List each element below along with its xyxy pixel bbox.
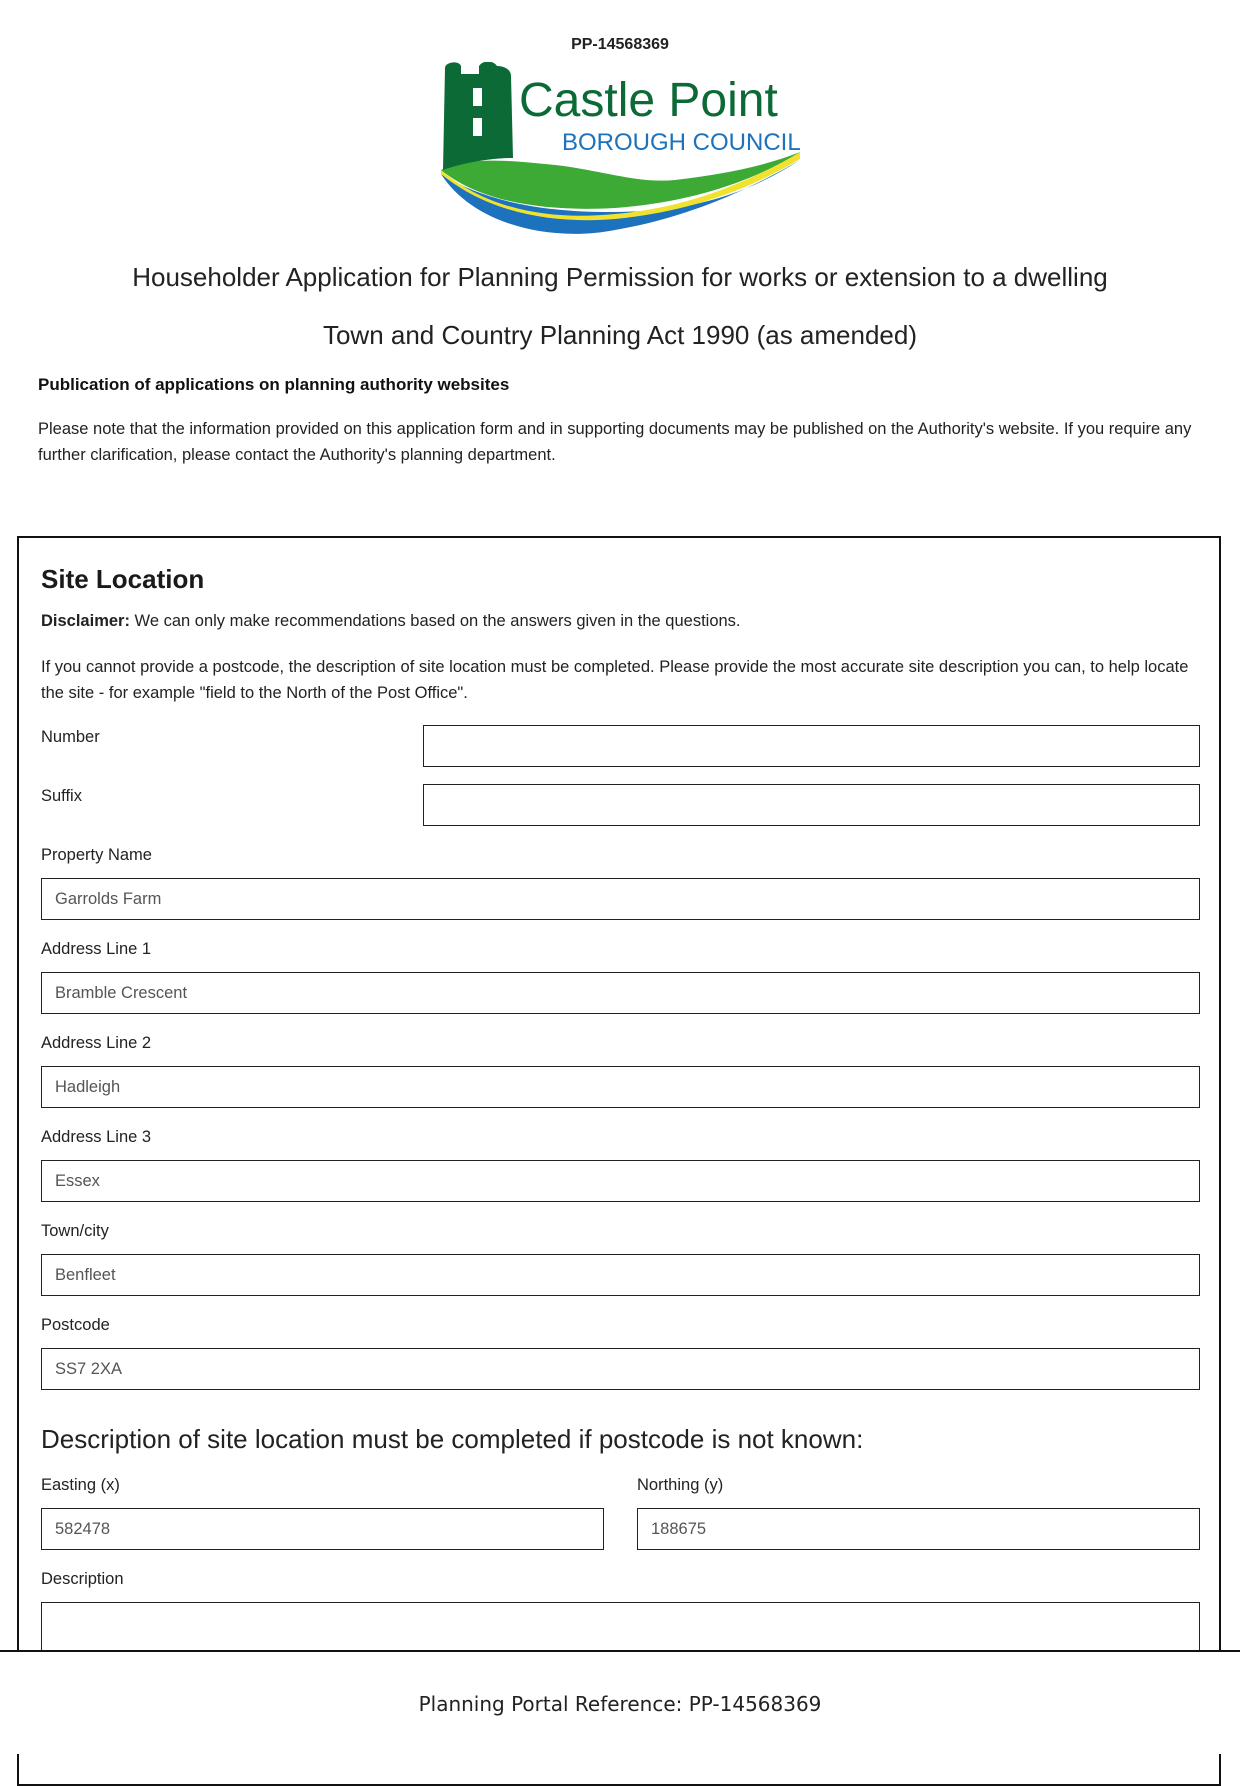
reference-number: PP-14568369 [571,36,669,53]
description-label: Description [41,1570,124,1588]
property-name-input[interactable]: Garrolds Farm [41,878,1200,920]
form-title: Householder Application for Planning Permission for works or extension to a dwelling [132,262,1108,292]
section-title: Site Location [41,564,205,594]
number-input[interactable] [423,725,1200,767]
easting-label: Easting (x) [41,1476,120,1494]
easting-input[interactable]: 582478 [41,1508,604,1550]
address-line-3-label: Address Line 3 [41,1128,152,1146]
number-label: Number [41,728,100,746]
town-city-label: Town/city [41,1222,109,1240]
footer-reference: Planning Portal Reference: PP-14568369 [418,1692,822,1716]
suffix-label: Suffix [41,787,82,805]
logo-tower-window-bottom [473,118,482,136]
northing-label: Northing (y) [637,1476,724,1494]
publication-heading: Publication of applications on planning authority websites [38,375,510,394]
address-line-2-input[interactable]: Hadleigh [41,1066,1200,1108]
logo-title-text: Castle Point [519,74,778,127]
address-line-1-input[interactable]: Bramble Crescent [41,972,1200,1014]
castle-point-logo [435,62,805,252]
address-line-2-label: Address Line 2 [41,1034,152,1052]
publication-text: Please note that the information provided on this application form and in supporting documents may be published on the Authority's website. If you require any further clarification, please contact the Authority's planning department. [38,420,1192,464]
instructions-text: If you cannot provide a postcode, the description of site location must be completed. Please provide the most accurate site description you can, to help locate the site - for example "field to the North of the Post Office". [41,658,1189,702]
site-location-section [17,536,1221,1786]
suffix-input[interactable] [423,784,1200,826]
disclaimer-label: Disclaimer: [41,612,130,630]
property-name-label: Property Name [41,846,152,864]
address-line-3-input[interactable]: Essex [41,1160,1200,1202]
disclaimer [41,612,741,631]
logo-tower-window-top [473,88,482,106]
description-heading: Description of site location must be completed if postcode is not known: [41,1424,864,1454]
form-subtitle: Town and Country Planning Act 1990 (as amended) [322,320,918,350]
footer-divider [0,1650,1240,1652]
town-city-input[interactable]: Benfleet [41,1254,1200,1296]
disclaimer-text: We can only make recommendations based on the answers given in the questions. [129,612,741,630]
logo-castle-tower [443,62,513,170]
logo-subtitle-text: BOROUGH COUNCIL [562,129,801,156]
postcode-label: Postcode [41,1316,110,1334]
northing-input[interactable]: 188675 [637,1508,1200,1550]
postcode-input[interactable]: SS7 2XA [41,1348,1200,1390]
address-line-1-label: Address Line 1 [41,940,152,958]
